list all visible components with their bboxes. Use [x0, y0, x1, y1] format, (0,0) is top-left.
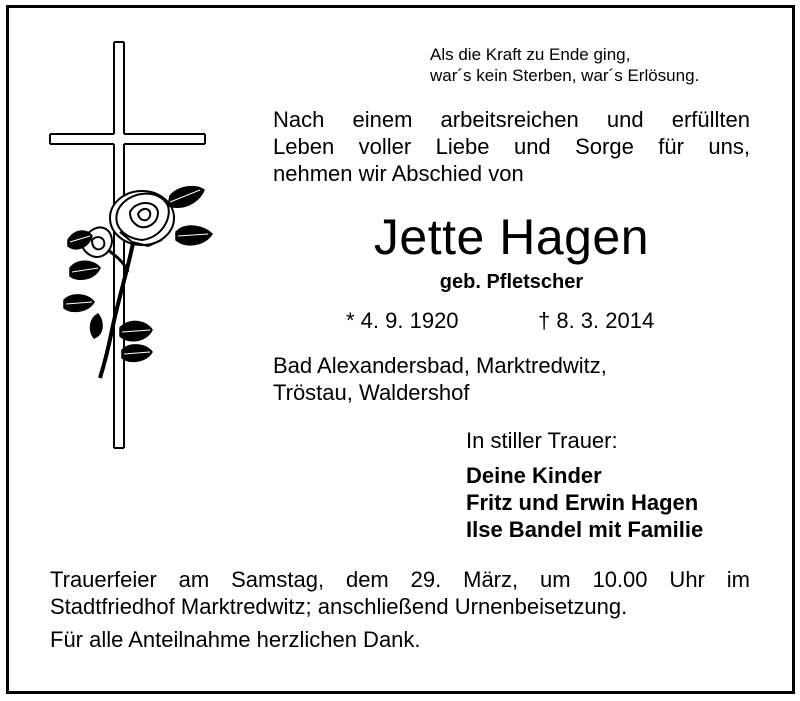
intro-line: nehmen wir Abschied von	[273, 161, 524, 186]
service-line: Trauerfeier am Samstag, dem 29. März, um 10.00 Uhr im	[50, 567, 750, 592]
thanks-text: Für alle Anteilnahme herzlichen Dank.	[50, 627, 421, 652]
places-text	[273, 352, 607, 406]
signer: Fritz und Erwin Hagen	[466, 490, 699, 515]
deceased-name: Jette Hagen	[373, 209, 650, 265]
intro-line: Leben voller Liebe und Sorge für uns,	[273, 134, 750, 159]
motto-line: Als die Kraft zu Ende ging,	[430, 45, 631, 64]
death-date: † 8. 3. 2014	[538, 308, 655, 333]
signer: Deine Kinder	[466, 463, 602, 488]
birth-date: * 4. 9. 1920	[346, 308, 459, 333]
maiden-name: geb. Pfletscher	[439, 271, 584, 293]
motto-line: war´s kein Sterben, war´s Erlösung.	[430, 66, 700, 85]
places-line: Bad Alexandersbad, Marktredwitz,	[273, 353, 607, 378]
intro-text	[273, 106, 750, 187]
mourning-label: In stiller Trauer:	[466, 428, 618, 453]
motto-verse	[430, 44, 699, 86]
service-info	[50, 566, 750, 620]
intro-line: Nach einem arbeitsreichen und erfüllten	[273, 107, 750, 132]
places-line: Tröstau, Waldershof	[273, 380, 470, 405]
cross-with-rose-icon	[0, 0, 270, 460]
signers-list	[466, 462, 703, 543]
signer: Ilse Bandel mit Familie	[466, 517, 704, 542]
service-line: Stadtfriedhof Marktredwitz; anschließend Urnenbeisetzung.	[50, 594, 628, 619]
